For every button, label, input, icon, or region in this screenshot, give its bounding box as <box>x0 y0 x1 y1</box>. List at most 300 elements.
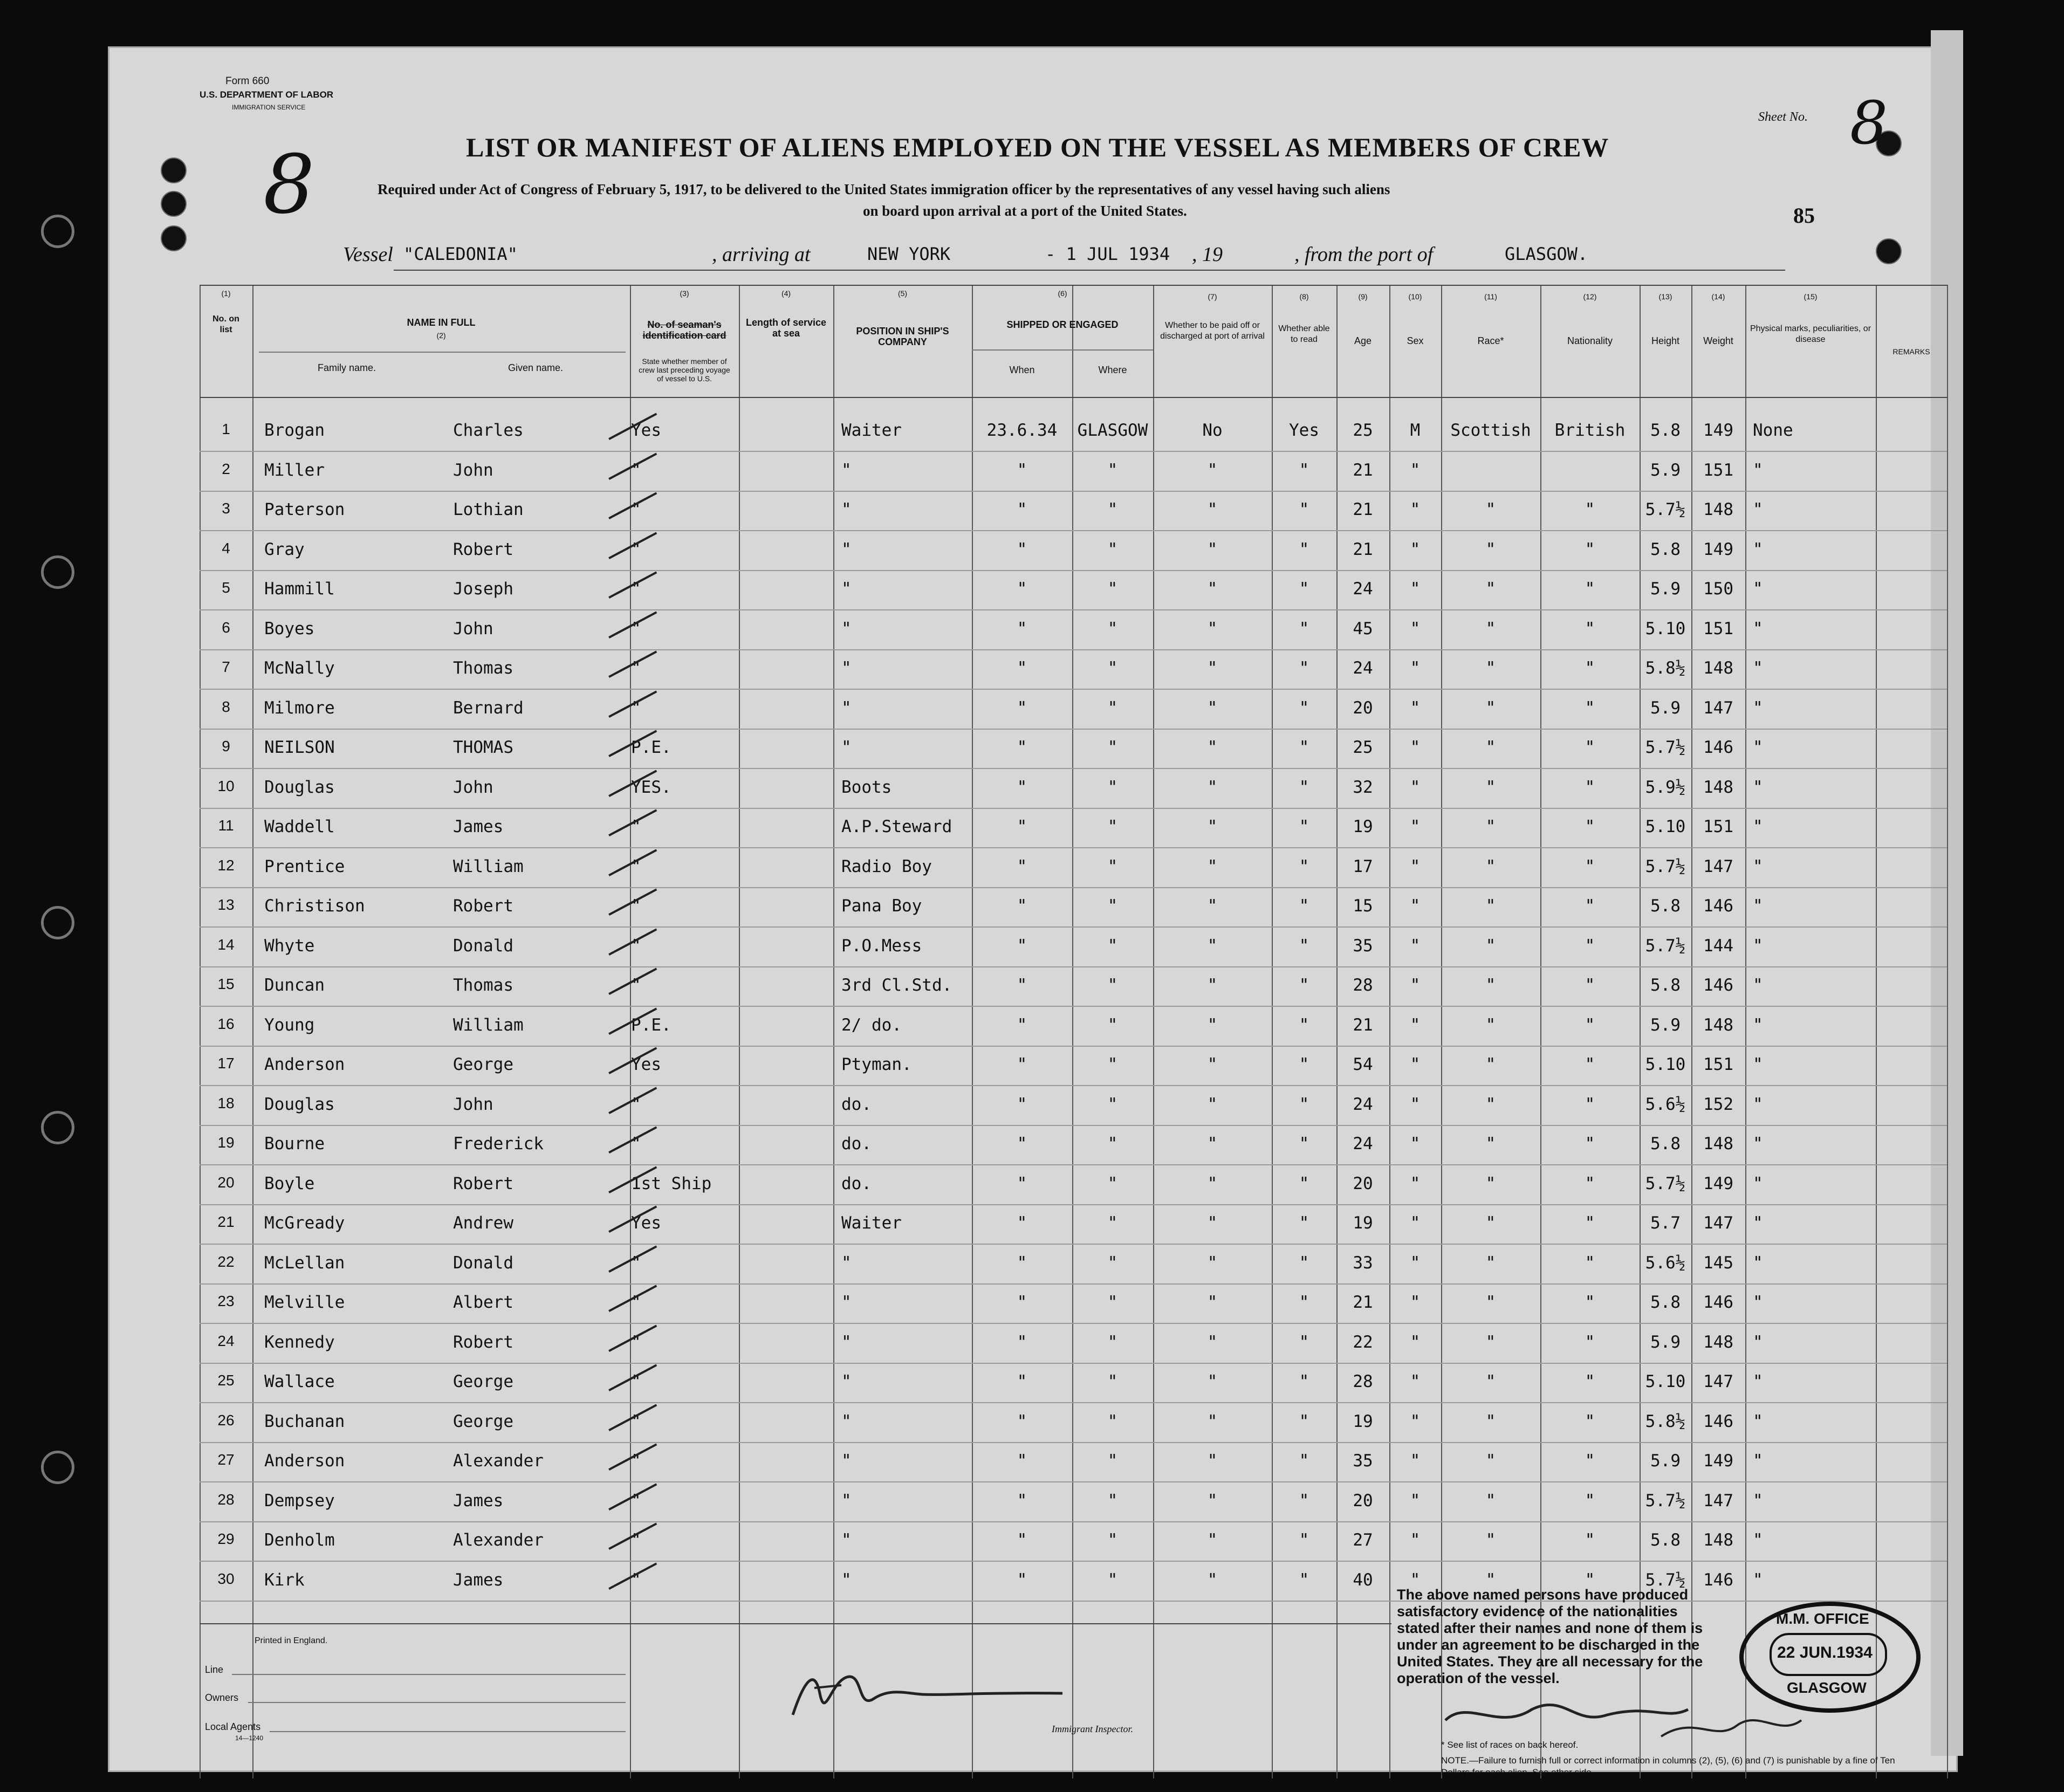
row-rule <box>200 1125 1947 1126</box>
position-cell: " <box>841 500 852 519</box>
table-row <box>200 809 1947 849</box>
table-row <box>200 691 1947 731</box>
office-stamp <box>1739 1602 1921 1713</box>
nationality-cell: " <box>1585 1173 1595 1193</box>
colnum: (10) <box>1408 292 1422 301</box>
table-row <box>200 1127 1947 1166</box>
shipped-when-cell: " <box>1017 936 1027 956</box>
row-number-cell: 26 <box>217 1411 235 1429</box>
given-name-cell: John <box>453 777 493 797</box>
age-cell: 45 <box>1353 619 1373 638</box>
height-cell: 5.7½ <box>1645 936 1686 956</box>
shipped-where-cell: " <box>1107 1015 1118 1035</box>
given-name-cell: George <box>453 1411 513 1431</box>
sex-cell: " <box>1410 1015 1421 1035</box>
physical-marks-cell: " <box>1753 1094 1763 1114</box>
weight-cell: 148 <box>1703 1015 1733 1035</box>
race-cell: " <box>1485 738 1496 757</box>
height-cell: 5.9 <box>1650 1451 1681 1471</box>
height-cell: 5.10 <box>1645 619 1686 638</box>
page-number: 85 <box>1793 203 1815 228</box>
table-row <box>200 492 1947 532</box>
shipped-where-cell: GLASGOW <box>1077 421 1148 440</box>
position-cell: " <box>841 539 852 559</box>
weight-cell: 149 <box>1703 421 1733 440</box>
sheet-number: 8 <box>1850 88 1888 157</box>
race-cell: " <box>1485 1055 1496 1074</box>
seaman-card-cell: " <box>631 1451 641 1471</box>
position-cell: " <box>841 579 852 599</box>
row-rule <box>200 1046 1947 1047</box>
weight-cell: 146 <box>1703 1411 1733 1431</box>
seaman-card-cell: " <box>631 579 641 599</box>
sex-cell: " <box>1410 1094 1421 1114</box>
race-cell: " <box>1485 1570 1496 1590</box>
nationality-cell: " <box>1585 658 1595 678</box>
race-cell: " <box>1485 1411 1496 1431</box>
family-name-cell: Young <box>264 1015 315 1035</box>
shipped-when-cell: " <box>1017 1253 1027 1273</box>
height-cell: 5.8 <box>1650 976 1681 995</box>
age-cell: 20 <box>1353 1491 1373 1511</box>
row-number-cell: 9 <box>222 738 230 754</box>
age-cell: 27 <box>1353 1530 1373 1550</box>
position-cell: do. <box>841 1173 872 1193</box>
position-cell: do. <box>841 1134 872 1154</box>
table-row <box>200 889 1947 929</box>
table-row <box>200 1364 1947 1404</box>
family-name-cell: McNally <box>264 658 335 678</box>
physical-marks-cell: " <box>1753 976 1763 995</box>
seaman-card-cell: " <box>631 976 641 995</box>
row-rule <box>200 451 1947 452</box>
row-rule <box>200 530 1947 531</box>
row-rule <box>200 1244 1947 1245</box>
height-cell: 5.10 <box>1645 817 1686 836</box>
family-name-cell: Boyle <box>264 1173 315 1193</box>
table-row <box>200 929 1947 969</box>
age-cell: 35 <box>1353 936 1373 956</box>
paid-off-cell: " <box>1207 1253 1218 1273</box>
weight-cell: 147 <box>1703 856 1733 876</box>
shipped-where-cell: " <box>1107 936 1118 956</box>
paid-off-cell: No <box>1202 421 1223 440</box>
family-name-cell: Denholm <box>264 1530 335 1550</box>
shipped-where-cell: " <box>1107 1491 1118 1511</box>
shipped-when-cell: " <box>1017 658 1027 678</box>
paid-off-cell: " <box>1207 1293 1218 1312</box>
colnum: (11) <box>1484 292 1497 301</box>
physical-marks-cell: " <box>1753 1213 1763 1233</box>
seaman-card-cell: " <box>631 1491 641 1511</box>
able-read-cell: " <box>1299 1213 1309 1233</box>
row-number-cell: 22 <box>217 1253 235 1270</box>
header-nationality: Nationality <box>1567 335 1613 346</box>
shipped-where-cell: " <box>1107 698 1118 718</box>
position-cell: P.O.Mess <box>841 936 922 956</box>
age-cell: 24 <box>1353 579 1373 599</box>
age-cell: 35 <box>1353 1451 1373 1471</box>
race-cell: " <box>1485 500 1496 519</box>
family-name-cell: Boyes <box>264 619 315 638</box>
sex-cell: " <box>1410 856 1421 876</box>
seaman-card-cell: " <box>631 1570 641 1590</box>
stamp-bottom-text: GLASGOW <box>1787 1679 1867 1696</box>
sex-cell: " <box>1410 1530 1421 1550</box>
punch-hole <box>161 191 187 217</box>
paid-off-cell: " <box>1207 777 1218 797</box>
able-read-cell: " <box>1299 460 1309 480</box>
race-cell: " <box>1485 817 1496 836</box>
race-cell: " <box>1485 1332 1496 1352</box>
given-name-cell: Lothian <box>453 500 524 519</box>
shipped-where-cell: " <box>1107 1293 1118 1312</box>
able-read-cell: " <box>1299 1253 1309 1273</box>
height-cell: 5.7½ <box>1645 1173 1686 1193</box>
row-rule <box>200 649 1947 650</box>
row-number-cell: 1 <box>222 421 230 437</box>
agents-label: Local Agents <box>205 1721 261 1732</box>
sheet-label: Sheet No. <box>1758 110 1808 124</box>
nationality-cell: " <box>1585 817 1595 836</box>
nationality-cell: " <box>1585 1253 1595 1273</box>
physical-marks-cell: " <box>1753 579 1763 599</box>
table-row <box>200 1166 1947 1206</box>
shipped-where-cell: " <box>1107 1094 1118 1114</box>
sex-cell: " <box>1410 1055 1421 1074</box>
position-cell: Radio Boy <box>841 856 932 876</box>
seaman-card-cell: " <box>631 619 641 638</box>
row-rule <box>200 926 1947 928</box>
age-cell: 19 <box>1353 817 1373 836</box>
header-family-name: Family name. <box>317 362 376 373</box>
shipped-where-cell: " <box>1107 1173 1118 1193</box>
table-row <box>200 1047 1947 1087</box>
race-cell: " <box>1485 579 1496 599</box>
row-number-cell: 18 <box>217 1094 235 1111</box>
age-cell: 15 <box>1353 896 1373 916</box>
shipped-where-cell: " <box>1107 1134 1118 1154</box>
seaman-card-cell: Yes <box>631 1213 661 1233</box>
colnum: (1) <box>221 289 231 298</box>
shipped-when-cell: " <box>1017 738 1027 757</box>
height-cell: 5.6½ <box>1645 1253 1686 1273</box>
seaman-card-cell: " <box>631 658 641 678</box>
paid-off-cell: " <box>1207 1530 1218 1550</box>
height-cell: 5.9 <box>1650 1015 1681 1035</box>
able-read-cell: " <box>1299 1134 1309 1154</box>
family-name-cell: Paterson <box>264 500 345 519</box>
age-cell: 17 <box>1353 856 1373 876</box>
row-number-cell: 6 <box>222 619 230 636</box>
nationality-cell: " <box>1585 1055 1595 1074</box>
age-cell: 28 <box>1353 1372 1373 1391</box>
shipped-when-cell: " <box>1017 1094 1027 1114</box>
height-cell: 5.8 <box>1650 896 1681 916</box>
position-cell: " <box>841 1530 852 1550</box>
family-name-cell: Bourne <box>264 1134 325 1154</box>
weight-cell: 151 <box>1703 619 1733 638</box>
row-number-cell: 13 <box>217 896 235 913</box>
physical-marks-cell: " <box>1753 1293 1763 1312</box>
sex-cell: " <box>1410 817 1421 836</box>
given-name-cell: Bernard <box>453 698 524 718</box>
age-cell: 24 <box>1353 1094 1373 1114</box>
row-number-cell: 17 <box>217 1055 235 1072</box>
shipped-where-cell: " <box>1107 539 1118 559</box>
physical-marks-cell: " <box>1753 896 1763 916</box>
given-name-cell: THOMAS <box>453 738 513 757</box>
given-name-cell: Thomas <box>453 658 513 678</box>
nationality-cell: " <box>1585 1015 1595 1035</box>
row-rule <box>200 1363 1947 1364</box>
sex-cell: " <box>1410 1372 1421 1391</box>
seaman-card-cell: " <box>631 1332 641 1352</box>
paid-off-cell: " <box>1207 1173 1218 1193</box>
position-cell: " <box>841 1451 852 1471</box>
shipped-where-cell: " <box>1107 1332 1118 1352</box>
age-cell: 28 <box>1353 976 1373 995</box>
shipped-when-cell: " <box>1017 1134 1027 1154</box>
shipped-when-cell: " <box>1017 460 1027 480</box>
table-row <box>200 1404 1947 1444</box>
stamp-date: 22 JUN.1934 <box>1777 1644 1873 1661</box>
position-cell: " <box>841 1332 852 1352</box>
given-name-cell: Alexander <box>453 1451 544 1471</box>
able-read-cell: Yes <box>1289 421 1319 440</box>
weight-cell: 146 <box>1703 896 1733 916</box>
position-cell: " <box>841 1372 852 1391</box>
given-name-cell: Andrew <box>453 1213 513 1233</box>
sex-cell: " <box>1410 539 1421 559</box>
given-name-cell: Robert <box>453 1173 513 1193</box>
age-cell: 21 <box>1353 460 1373 480</box>
paid-off-cell: " <box>1207 1213 1218 1233</box>
shipped-when-cell: " <box>1017 698 1027 718</box>
weight-cell: 148 <box>1703 777 1733 797</box>
height-cell: 5.9½ <box>1645 777 1686 797</box>
family-name-cell: Hammill <box>264 579 335 599</box>
row-number-cell: 20 <box>217 1173 235 1191</box>
row-rule <box>200 1085 1947 1086</box>
age-cell: 25 <box>1353 421 1373 440</box>
shipped-when-cell: " <box>1017 619 1027 638</box>
sex-cell: " <box>1410 976 1421 995</box>
height-cell: 5.8½ <box>1645 658 1686 678</box>
paid-off-cell: " <box>1207 856 1218 876</box>
sex-cell: " <box>1410 698 1421 718</box>
arrival-date: - 1 JUL 1934 <box>1045 244 1170 264</box>
family-name-cell: Douglas <box>264 777 335 797</box>
paid-off-cell: " <box>1207 976 1218 995</box>
row-rule <box>200 1402 1947 1403</box>
age-cell: 22 <box>1353 1332 1373 1352</box>
nationality-cell: " <box>1585 1530 1595 1550</box>
seaman-card-cell: P.E. <box>631 738 671 757</box>
paid-off-cell: " <box>1207 1134 1218 1154</box>
position-cell: 3rd Cl.Std. <box>841 976 952 995</box>
family-name-cell: NEILSON <box>264 738 335 757</box>
height-cell: 5.9 <box>1650 460 1681 480</box>
able-read-cell: " <box>1299 738 1309 757</box>
age-cell: 19 <box>1353 1411 1373 1431</box>
row-number-cell: 23 <box>217 1293 235 1309</box>
physical-marks-cell: " <box>1753 539 1763 559</box>
row-rule <box>200 570 1947 571</box>
paid-off-cell: " <box>1207 579 1218 599</box>
given-name-cell: Albert <box>453 1293 513 1312</box>
able-read-cell: " <box>1299 976 1309 995</box>
given-name-cell: James <box>453 817 504 836</box>
table-row <box>200 1246 1947 1286</box>
table-row <box>200 1087 1947 1127</box>
line-label: Line <box>205 1664 224 1675</box>
weight-cell: 150 <box>1703 579 1733 599</box>
physical-marks-cell: " <box>1753 1173 1763 1193</box>
physical-marks-cell: " <box>1753 856 1763 876</box>
subtitle-line-1: Required under Act of Congress of February 5, 1917, to be delivered to the United States immigration officer by the representatives of any vessel having such aliens <box>378 181 1390 197</box>
year-label: , 19 <box>1192 243 1223 266</box>
shipped-when-cell: " <box>1017 539 1027 559</box>
departure-port: GLASGOW. <box>1505 244 1588 264</box>
races-note: * See list of races on back hereof. <box>1441 1740 1579 1750</box>
family-name-cell: Brogan <box>264 421 325 440</box>
weight-cell: 151 <box>1703 460 1733 480</box>
row-rule <box>200 1323 1947 1324</box>
name-rule <box>259 352 626 353</box>
row-number-cell: 5 <box>222 579 230 596</box>
able-read-cell: " <box>1299 1332 1309 1352</box>
physical-marks-cell: " <box>1753 1134 1763 1154</box>
weight-cell: 151 <box>1703 817 1733 836</box>
sex-cell: " <box>1410 579 1421 599</box>
table-row <box>200 849 1947 889</box>
paid-off-cell: " <box>1207 936 1218 956</box>
able-read-cell: " <box>1299 777 1309 797</box>
shipped-when-cell: " <box>1017 1213 1027 1233</box>
physical-marks-cell: " <box>1753 1253 1763 1273</box>
height-cell: 5.8 <box>1650 1134 1681 1154</box>
able-read-cell: " <box>1299 1570 1309 1590</box>
header-given-name: Given name. <box>508 362 564 373</box>
nationality-cell: " <box>1585 1372 1595 1391</box>
row-number-cell: 16 <box>217 1015 235 1032</box>
race-cell: " <box>1485 1213 1496 1233</box>
inspector-label: Immigrant Inspector. <box>1052 1724 1133 1734</box>
shipped-where-cell: " <box>1107 1570 1118 1590</box>
sex-cell: " <box>1410 658 1421 678</box>
shipped-where-cell: " <box>1107 579 1118 599</box>
row-rule <box>200 966 1947 967</box>
colnum: (3) <box>680 289 689 298</box>
row-number-cell: 21 <box>217 1213 235 1230</box>
family-name-cell: McLellan <box>264 1253 345 1273</box>
shipped-when-cell: 23.6.34 <box>986 421 1058 440</box>
nationality-cell: " <box>1585 896 1595 916</box>
row-number-cell: 27 <box>217 1451 235 1468</box>
sex-cell: " <box>1410 1173 1421 1193</box>
height-cell: 5.7½ <box>1645 856 1686 876</box>
given-name-cell: John <box>453 1094 493 1114</box>
row-number-cell: 24 <box>217 1332 235 1349</box>
paid-off-cell: " <box>1207 1372 1218 1391</box>
able-read-cell: " <box>1299 539 1309 559</box>
seaman-card-cell: Yes <box>631 1055 661 1074</box>
physical-marks-cell: " <box>1753 460 1763 480</box>
given-name-cell: James <box>453 1570 504 1590</box>
seaman-card-cell: " <box>631 1253 641 1273</box>
seaman-card-cell: " <box>631 1293 641 1312</box>
nationality-declaration: The above named persons have produced satisfactory evidence of the nationalities stated after their names and none of them is under an agreement to be discharged in the United States. They are all necessary for the operation of the vessel. <box>1397 1587 1703 1686</box>
given-name-cell: Donald <box>453 1253 513 1273</box>
position-cell: " <box>841 460 852 480</box>
row-number-cell: 10 <box>217 777 235 794</box>
row-number-cell: 30 <box>217 1570 235 1587</box>
header-shipped: SHIPPED OR ENGAGED <box>1006 319 1119 330</box>
nationality-cell: " <box>1585 539 1595 559</box>
age-cell: 20 <box>1353 698 1373 718</box>
header-name-in-full: NAME IN FULL <box>407 317 476 328</box>
able-read-cell: " <box>1299 1293 1309 1312</box>
position-cell: " <box>841 1491 852 1511</box>
family-name-cell: Kirk <box>264 1570 305 1590</box>
vessel-label: Vessel <box>343 243 393 266</box>
physical-marks-cell: " <box>1753 1411 1763 1431</box>
race-cell: " <box>1485 1173 1496 1193</box>
race-cell: " <box>1485 658 1496 678</box>
family-name-cell: Melville <box>264 1293 345 1312</box>
sex-cell: " <box>1410 777 1421 797</box>
paid-off-cell: " <box>1207 1570 1218 1590</box>
nationality-cell: " <box>1585 777 1595 797</box>
table-row <box>200 651 1947 691</box>
inspector-signature <box>782 1661 1073 1726</box>
height-cell: 5.8½ <box>1645 1411 1686 1431</box>
height-cell: 5.7½ <box>1645 500 1686 519</box>
height-cell: 5.9 <box>1650 579 1681 599</box>
binder-ring <box>41 215 74 248</box>
table-row <box>200 1008 1947 1048</box>
able-read-cell: " <box>1299 936 1309 956</box>
paid-off-cell: " <box>1207 500 1218 519</box>
weight-cell: 149 <box>1703 1451 1733 1471</box>
footer-rule <box>200 1623 1391 1624</box>
race-cell: " <box>1485 1293 1496 1312</box>
given-name-cell: Thomas <box>453 976 513 995</box>
shipped-where-cell: " <box>1107 619 1118 638</box>
form-code: 14—1240 <box>235 1734 264 1742</box>
seaman-card-cell: 1st Ship <box>631 1173 712 1193</box>
vessel-underline <box>394 270 1785 271</box>
physical-marks-cell: " <box>1753 936 1763 956</box>
colnum: (9) <box>1358 292 1368 301</box>
race-cell: " <box>1485 976 1496 995</box>
physical-marks-cell: " <box>1753 777 1763 797</box>
page-title: LIST OR MANIFEST OF ALIENS EMPLOYED ON THE VESSEL AS MEMBERS OF CREW <box>466 132 1609 162</box>
nationality-cell: " <box>1585 1491 1595 1511</box>
shipped-where-cell: " <box>1107 1530 1118 1550</box>
able-read-cell: " <box>1299 1055 1309 1074</box>
physical-marks-cell: " <box>1753 1530 1763 1550</box>
stamp-top-text: M.M. OFFICE <box>1776 1610 1869 1627</box>
shipped-when-cell: " <box>1017 777 1027 797</box>
height-cell: 5.10 <box>1645 1372 1686 1391</box>
row-number-cell: 29 <box>217 1530 235 1547</box>
row-rule <box>200 1283 1947 1285</box>
shipped-when-cell: " <box>1017 579 1027 599</box>
paid-off-cell: " <box>1207 1411 1218 1431</box>
physical-marks-cell: " <box>1753 738 1763 757</box>
